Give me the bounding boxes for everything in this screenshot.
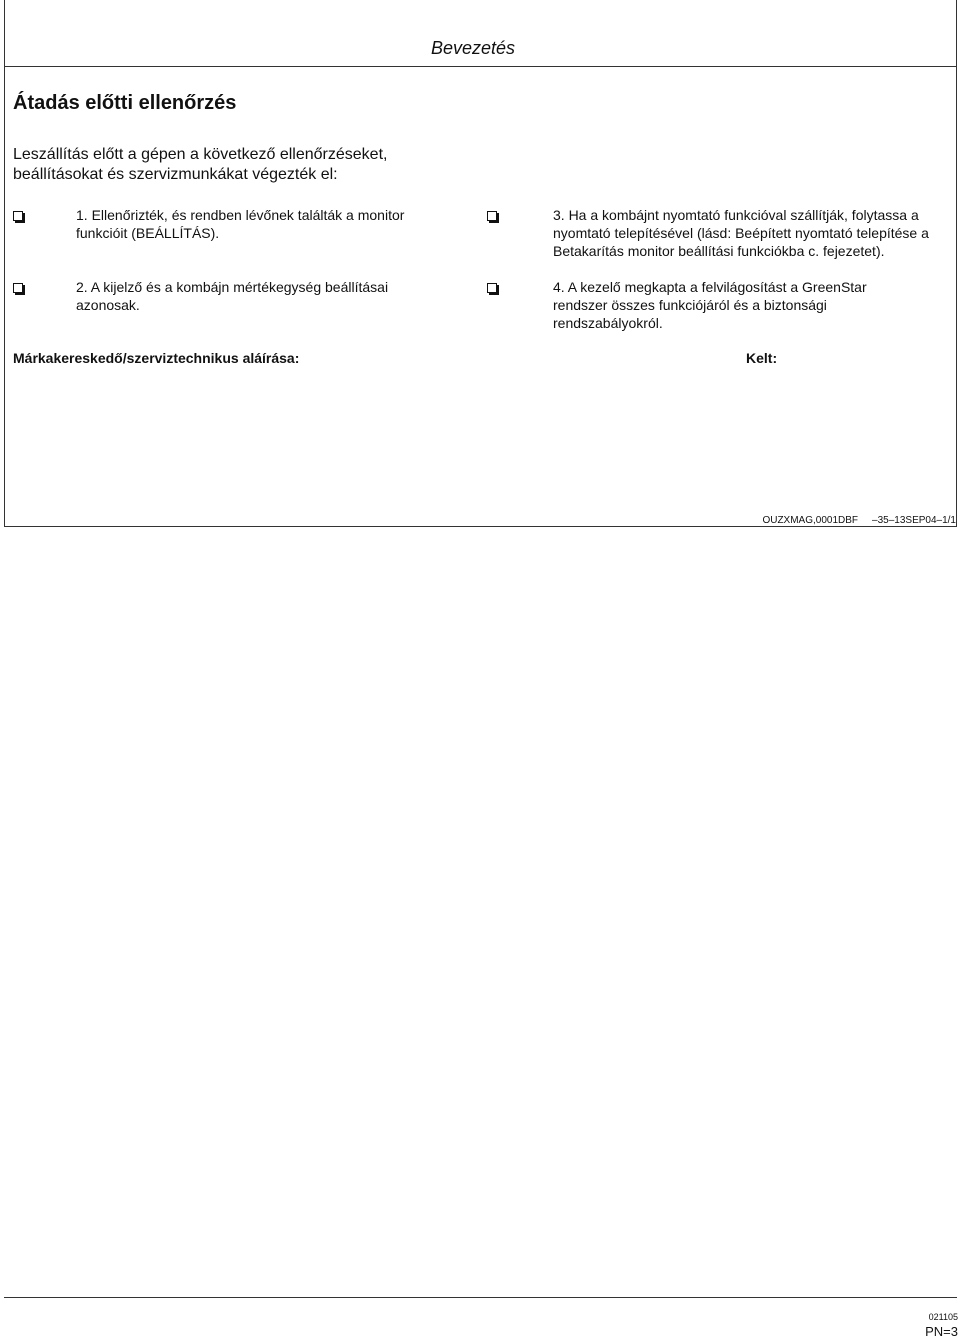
signature-label: Márkakereskedő/szerviztechnikus aláírása: — [13, 350, 300, 366]
document-code — [762, 515, 956, 526]
checkbox-icon[interactable] — [487, 211, 497, 221]
footer-divider — [4, 1297, 957, 1298]
checklist-item-text: 3. Ha a kombájnt nyomtató funkcióval szállítják, folytassa a nyomtató telepítésével (lásd: Beépített nyomtató telepítése a Betakarítás monitor beállítási funkciókba c. fejezetet). — [553, 207, 929, 259]
date-label: Kelt: — [746, 350, 778, 366]
checkbox-icon[interactable] — [13, 283, 23, 293]
checklist-item-text: 4. A kezelő megkapta a felvilágosítást a GreenStar rendszer összes funkciójáról és a biztonsági rendszabályokról. — [553, 279, 867, 331]
section-title: Bevezetés — [431, 38, 516, 58]
page-number: PN=3 — [925, 1324, 958, 1339]
checklist-item-text: 2. A kijelző és a kombájn mértékegység beállításai azonosak. — [76, 279, 389, 313]
page-heading: Átadás előtti ellenőrzés — [13, 92, 237, 114]
checkbox-icon[interactable] — [487, 283, 497, 293]
document-code-revision: –35–13SEP04–1/1 — [872, 515, 956, 526]
header-divider — [5, 66, 956, 67]
document-frame — [4, 0, 957, 527]
checkbox-icon[interactable] — [13, 211, 23, 221]
intro-paragraph: Leszállítás előtt a gépen a következő ellenőrzéseket, beállításokat és szervizmunkákat végezték el: — [13, 146, 388, 183]
checklist-item-text: 1. Ellenőrizték, és rendben lévőnek találták a monitor funkcióit (BEÁLLÍTÁS). — [76, 207, 405, 241]
footer-date: 021105 — [928, 1312, 958, 1322]
document-code-id: OUZXMAG,0001DBF — [762, 515, 859, 526]
